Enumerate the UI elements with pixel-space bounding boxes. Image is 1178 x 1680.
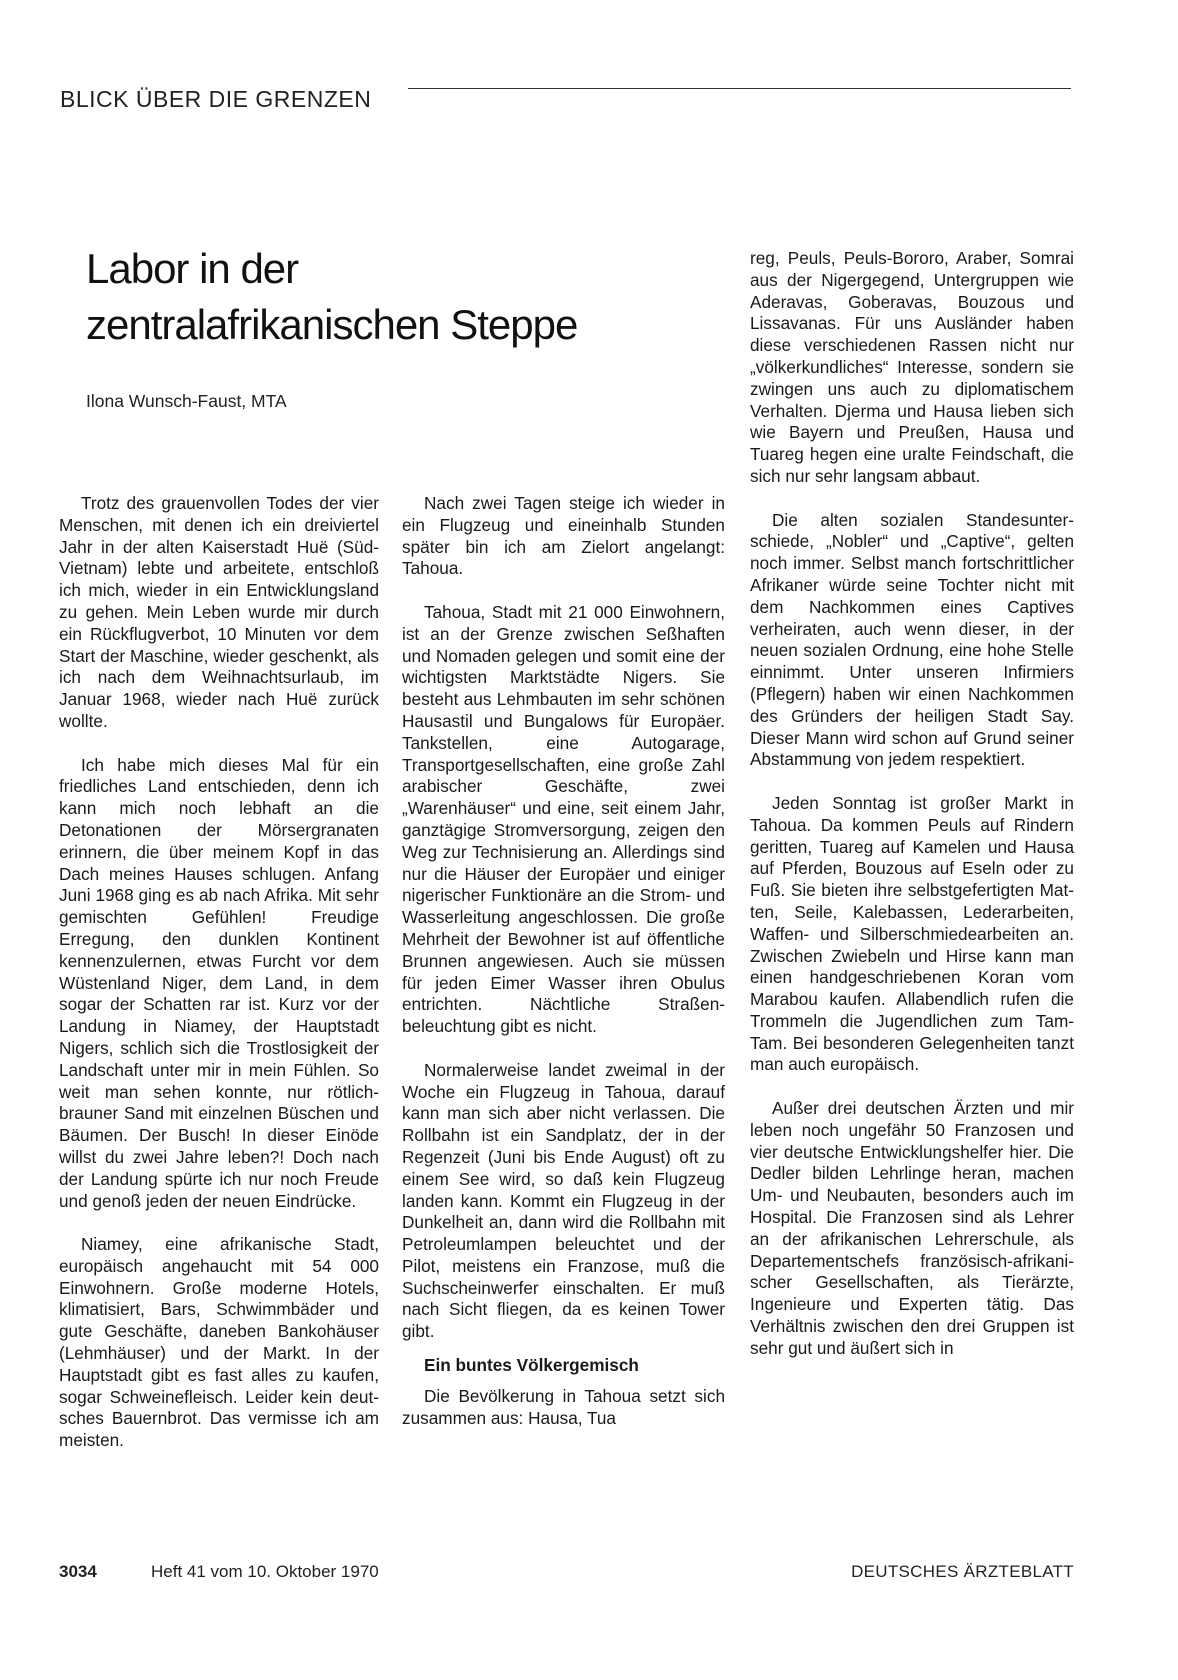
text-column-1	[59, 493, 379, 1452]
author-byline: Ilona Wunsch-Faust, MTA	[86, 391, 287, 411]
title-line-1: Labor in der	[86, 245, 299, 292]
paragraph: Tahoua, Stadt mit 21 000 Einwohnern, ist an der Grenze zwischen Seßhaften und Nomaden gelegen und somit eine der wichtigsten Marktstädte Nigers. Sie besteht aus Lehmbauten im sehr schönen Hausastil und Bungalows für Europäer. Tankstellen, eine Autogarage, Transportgesellschaften, eine große Zahl arabischer Geschäfte, zwei „Warenhäuser“ und eine, seit einem Jahr, ganztägige Stromversorgung, zeigen den Weg zur Technisierung an. Allerdings sind nur die Häuser der Europäer und einiger nigerischer Funktionäre an die Strom- und Wasserleitung angeschlossen. Die große Mehrheit der Bewohner ist auf öffentliche Brunnen angewiesen. Auch sie müssen für jeden Eimer Wasser ihren Obulus entrichten. Nächtliche Straßenbeleuchtung gibt es nicht.	[402, 601, 725, 1037]
text-column-2	[402, 493, 725, 1429]
paragraph: Die alten sozialen Standesunterschiede, „Nobler“ und „Captive“, gelten noch immer. Selbst manch fortschrittlicher Afrikaner würde seine Tochter nicht mit dem Nachkommen eines Captives verheiraten, auch wenn dieser, in der neuen sozialen Ordnung, eine hohe Stelle einnimmt. Unter unseren Infirmiers (Pflegern) haben wir einen Nachkommen des Gründers der heiligen Stadt Say. Dieser Mann wird schon auf Grund seiner Abstammung von jedem respektiert.	[750, 509, 1074, 770]
paragraph: Außer drei deutschen Ärzten und mir leben noch ungefähr 50 Franzosen und vier deutsche Entwicklungshelfer hier. Die Dedler bilden Lehrlinge heran, machen Um- und Neubauten, besonders auch im Hospital. Die Franzosen sind als Lehrer an der afrikanischen Lehrerschule, als Departementschefs französisch-afrikanischer Gesellschaften, als Tierärzte, Ingenieure und Experten tätig. Das Verhältnis zwischen den drei Gruppen ist sehr gut und äußert sich in	[750, 1098, 1074, 1358]
section-heading: Ein buntes Völkergemisch	[424, 1355, 639, 1376]
page-number: 3034	[59, 1562, 97, 1581]
paragraph: Die Bevölkerung in Tahoua setzt sich zusammen aus: Hausa, Tua	[402, 1385, 725, 1428]
paragraph: Niamey, eine afrikanische Stadt, europäisch angehaucht mit 54 000 Einwohnern. Große moderne Hotels, klimatisiert, Bars, Schwimmbäder und gute Geschäfte, daneben Bankohäuser (Lehmhäuser) und der Markt. In der Hauptstadt gibt es fast alles zu kaufen, sogar Schweinefleisch. Leider kein deutsches Bauernbrot. Das vermisse ich am meisten.	[59, 1234, 379, 1451]
paragraph: Trotz des grauenvollen Todes der vier Menschen, mit denen ich ein dreiviertel Jahr in der alten Kaiserstadt Huë (Süd-Vietnam) lebte und arbeitete, entschloß ich mich, wieder in ein Entwicklungsland zu gehen. Mein Leben wurde mir durch ein Rückflugverbot, 10 Minuten vor dem Start der Maschine, wieder geschenkt, als ich nach dem Weihnachtsurlaub, im Januar 1968, wieder nach Huë zurück wollte.	[59, 493, 379, 731]
title-line-2: zentralafrikanischen Steppe	[86, 301, 578, 348]
paragraph: reg, Peuls, Peuls-Bororo, Araber, Somrai aus der Nigergegend, Untergruppen wie Aderavas, Goberavas, Bouzous und Lissavanas. Für uns Ausländer haben diese verschiedenen Rassen nicht nur „völkerkundliches“ Interesse, sondern sie zwingen uns auch zu diplomatischem Verhalten. Djerma und Hausa lieben sich wie Bayern und Preußen, Hausa und Tuareg hegen eine uralte Feindschaft, die sich nur sehr langsam abbaut.	[750, 248, 1074, 486]
section-rubric: BLICK ÜBER DIE GRENZEN	[60, 86, 372, 112]
text-column-3	[750, 248, 1074, 1360]
paragraph: Nach zwei Tagen steige ich wieder in ein Flugzeug und eineinhalb Stunden später bin ich am Zielort angelangt: Tahoua.	[402, 493, 725, 579]
paragraph: Ich habe mich dieses Mal für ein friedliches Land entschieden, denn ich kann mich noch lebhaft an die Detonationen der Mörsergranaten erinnern, die über meinem Kopf in das Dach meines Hauses schlugen. Anfang Juni 1968 ging es ab nach Afrika. Mit sehr gemischten Gefühlen! Freudige Erregung, den dunklen Kontinent kennenzulernen, etwas Furcht vor dem Wüstenland Niger, dem Land, in dem sogar der Schatten rar ist. Kurz vor der Landung in Niamey, der Hauptstadt Nigers, schlich sich die Trostlosigkeit der Landschaft unter mir in mein Fühlen. So weit man sehen konnte, nur rötlich-brauner Sand mit einzelnen Büschen und Bäumen. Der Busch! In dieser Einöde willst du zwei Jahre leben?! Doch nach der Landung spürte ich nur noch Freude und genoß jeden der neuen Eindrücke.	[59, 754, 379, 1211]
article-title	[86, 241, 686, 353]
journal-name: DEUTSCHES ÄRZTEBLATT	[851, 1562, 1074, 1581]
paragraph: Normalerweise landet zweimal in der Woche ein Flugzeug in Tahoua, darauf kann man sich aber nicht verlassen. Die Rollbahn ist ein Sandplatz, der in der Regenzeit (Juni bis Ende August) oft zu einem See wird, so daß kein Flugzeug landen kann. Kommt ein Flugzeug in der Dunkelheit an, dann wird die Rollbahn mit Petroleumlampen beleuchtet und der Pilot, meistens ein Franzose, muß die Suchscheinwerfer einschalten. Er muß nach Sicht fliegen, da es keinen Tower gibt.	[402, 1059, 725, 1342]
rubric-rule	[408, 88, 1071, 89]
issue-info: Heft 41 vom 10. Oktober 1970	[151, 1562, 379, 1581]
paragraph: Jeden Sonntag ist großer Markt in Tahoua. Da kommen Peuls auf Rindern geritten, Tuareg auf Kamelen und Hausa auf Pferden, Bouzous auf Eseln oder zu Fuß. Sie bieten ihre selbstgefertigten Matten, Seile, Kalebassen, Lederarbeiten, Waffen- und Silberschmiedearbeiten an. Zwischen Zwiebeln und Hirse kann man einen handgeschriebenen Koran vom Marabou kaufen. Allabendlich rufen die Trommeln die Jugendlichen zum Tam-Tam. Bei besonderen Gelegenheiten tanzt man auch europäisch.	[750, 792, 1074, 1075]
